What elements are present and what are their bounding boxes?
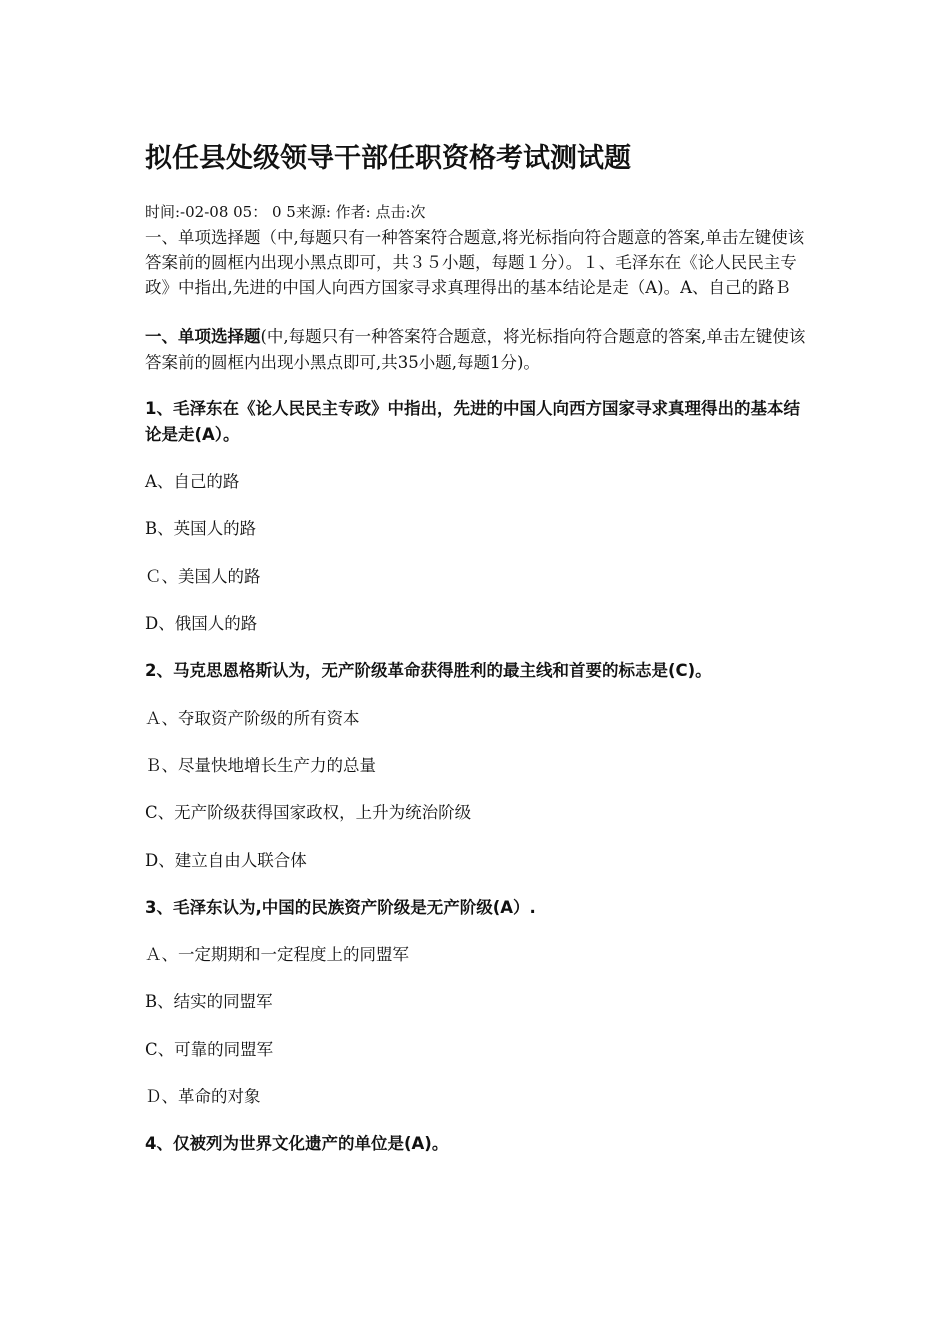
question-3-option-b: B、结实的同盟军	[145, 992, 273, 1011]
question-4-stem: 4、仅被列为世界文化遗产的单位是(A)。	[145, 1134, 449, 1153]
question-3-option-a: Ａ、一定期期和一定程度上的同盟军	[145, 945, 409, 964]
question-2-option-c: C、无产阶级获得国家政权，上升为统治阶级	[145, 803, 472, 822]
question-3-option-c: C、可靠的同盟军	[145, 1040, 274, 1059]
question-1-option-d: D、俄国人的路	[145, 614, 258, 633]
question-1-stem: 1、毛泽东在《论人民民主专政》中指出，先进的中国人向西方国家寻求真理得出的基本结论是走(A）。	[145, 399, 800, 444]
article-summary: 一、单项选择题（中,每题只有一种答案符合题意,将光标指向符合题意的答案,单击左键使该答案前的圆框内出现小黑点即可，共３５小题，每题１分）。１、毛泽东在《论人民民主专政》中指出,先进的中国人向西方国家寻求真理得出的基本结论是走（A)。A、自己的路Ｂ	[145, 228, 805, 297]
section-lead: 一、单项选择题	[145, 327, 261, 346]
question-1-option-a: A、自己的路	[145, 472, 240, 491]
page-title: 拟任县处级领导干部任职资格考试测试题	[145, 143, 631, 174]
question-1-option-c: Ｃ、美国人的路	[145, 567, 261, 586]
question-3-option-d: Ｄ、革命的对象	[145, 1087, 261, 1106]
question-2-stem: 2、马克思恩格斯认为，无产阶级革命获得胜利的最主线和首要的标志是(C)。	[145, 661, 712, 680]
question-1-option-b: B、英国人的路	[145, 519, 257, 538]
question-2-option-d: D、建立自由人联合体	[145, 851, 307, 870]
question-2-option-a: Ａ、夺取资产阶级的所有资本	[145, 709, 360, 728]
question-2-option-b: Ｂ、尽量快地增长生产力的总量	[145, 756, 376, 775]
question-3-stem: 3、毛泽东认为,中国的民族资产阶级是无产阶级(A）.	[145, 898, 536, 917]
section-instructions: (中,每题只有一种答案符合题意，将光标指向符合题意的答案,单击左键使该答案前的圆框内出现小黑点即可,共35小题,每题1分)。	[145, 327, 806, 372]
article-meta: 时间:-02-08 05： 0 5来源: 作者: 点击:次	[145, 203, 426, 221]
section-heading-paragraph	[145, 324, 810, 376]
